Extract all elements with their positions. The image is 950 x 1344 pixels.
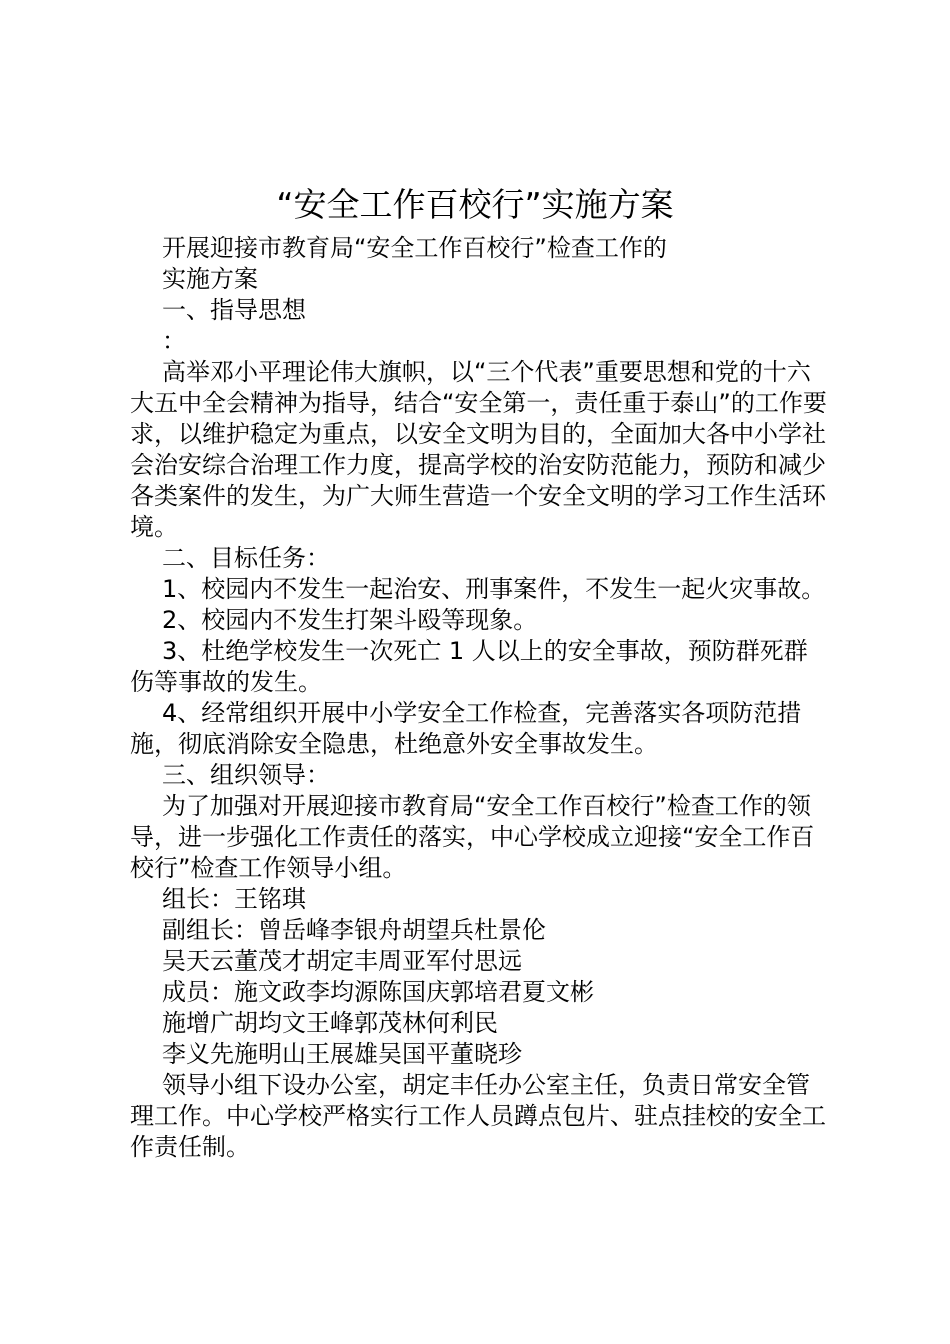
section-1-heading: 一、指导思想	[162, 296, 306, 324]
section-1-paragraph: 高举邓小平理论伟大旗帜，以“三个代表”重要思想和党的十六大五中全会精神为指导，结合“安全第一，责任重于泰山”的工作要求，以维护稳定为重点，以安全文明为目的，全面加大各中小学社会治安综合治理工作力度，提高学校的治安防范能力，预防和减少各类案件的发生，为广大师生营造一个安全文明的学习工作生活环境。	[130, 358, 827, 541]
members-line-3: 李义先施明山王展雄吴国平董晓珍	[162, 1040, 522, 1068]
goal-1: 1、校园内不发生一起治安、刑事案件，不发生一起火灾事故。	[162, 575, 826, 603]
subtitle-line-1: 开展迎接市教育局“安全工作百校行”检查工作的	[162, 234, 667, 262]
document-body	[130, 233, 830, 1163]
office-paragraph: 领导小组下设办公室，胡定丰任办公室主任，负责日常安全管理工作。中心学校严格实行工作人员蹲点包片、驻点挂校的安全工作责任制。	[130, 1071, 826, 1161]
deputy-leaders-line-2: 吴天云董茂才胡定丰周亚军付思远	[162, 947, 522, 975]
members-line-1: 成员：施文政李均源陈国庆郭培君夏文彬	[162, 978, 594, 1006]
subtitle-line-2: 实施方案	[162, 265, 258, 293]
goal-3: 3、杜绝学校发生一次死亡 1 人以上的安全事故，预防群死群伤等事故的发生。	[130, 637, 808, 696]
goal-4: 4、经常组织开展中小学安全工作检查，完善落实各项防范措施，彻底消除安全隐患，杜绝意外安全事故发生。	[130, 699, 802, 758]
deputy-leaders-line-1: 副组长：曾岳峰李银舟胡望兵杜景伦	[162, 916, 546, 944]
section-3-heading: 三、组织领导：	[162, 761, 330, 789]
goal-2: 2、校园内不发生打架斗殴等现象。	[162, 606, 538, 634]
section-1-colon: ：	[162, 327, 186, 355]
section-3-paragraph: 为了加强对开展迎接市教育局“安全工作百校行”检查工作的领导，进一步强化工作责任的落实，中心学校成立迎接“安全工作百校行”检查工作领导小组。	[130, 792, 815, 882]
section-2-heading: 二、目标任务：	[162, 544, 330, 572]
document-title: “安全工作百校行”实施方案	[276, 185, 674, 224]
group-leader: 组长：王铭琪	[162, 885, 306, 913]
members-line-2: 施增广胡均文王峰郭茂林何利民	[162, 1009, 498, 1037]
